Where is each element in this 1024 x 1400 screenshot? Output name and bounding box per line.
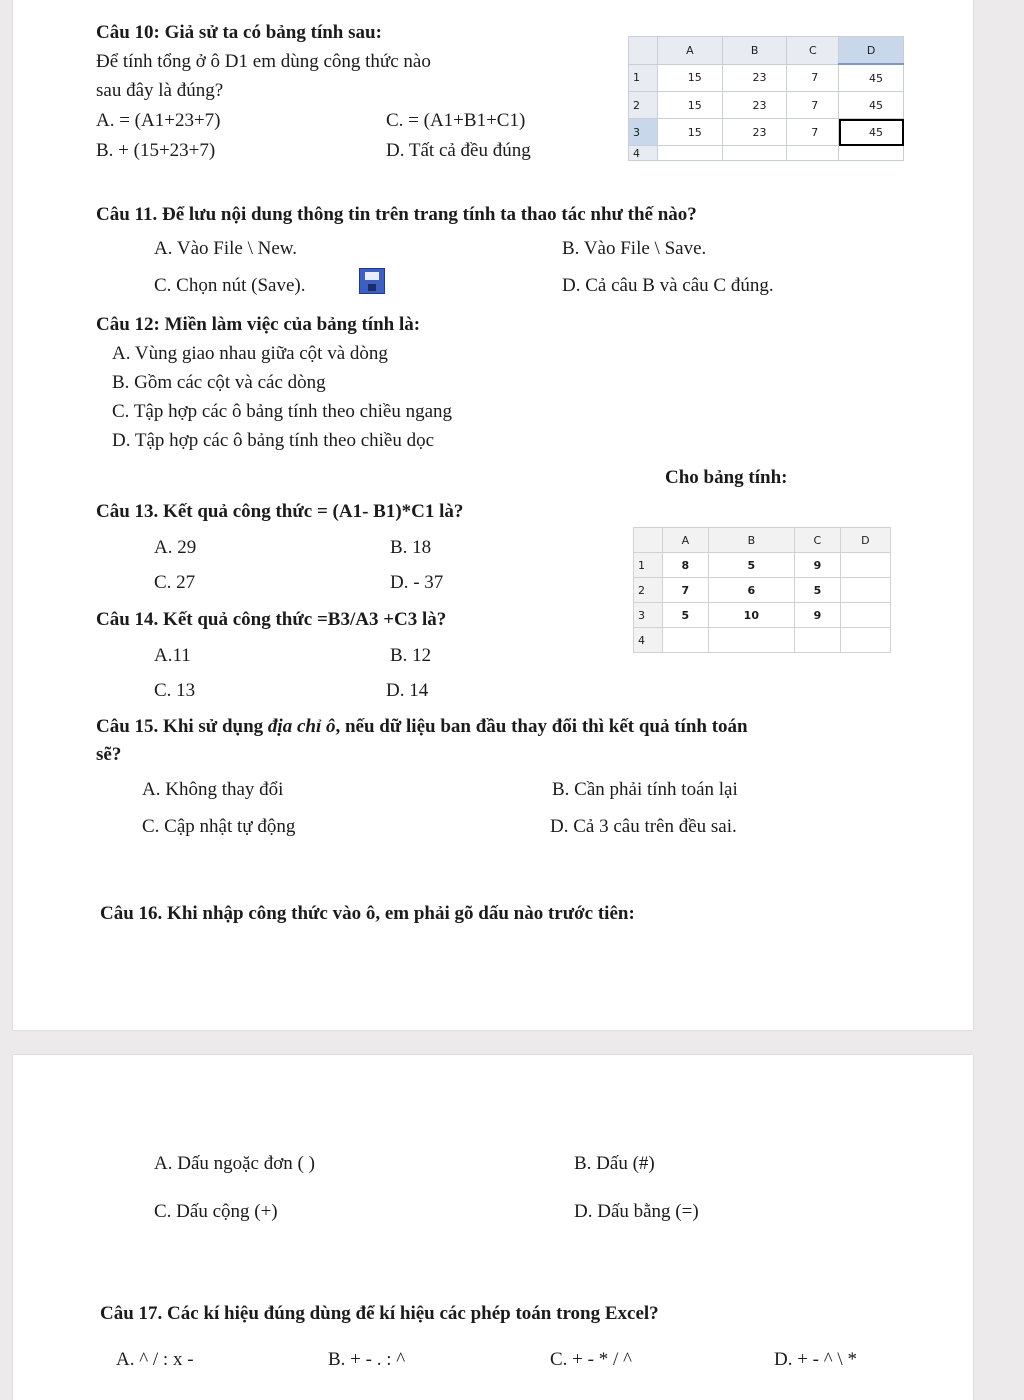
sheet2-cell	[794, 628, 840, 653]
question-15-option-d: D. Cả 3 câu trên đều sai.	[550, 816, 737, 837]
sheet2-cell	[840, 603, 890, 628]
sheet2-cell	[840, 628, 890, 653]
sheet1-cell: 7	[787, 119, 839, 146]
sheet2-cell: 5	[794, 578, 840, 603]
question-15-option-a: A. Không thay đổi	[142, 779, 284, 800]
sheet1-row	[629, 119, 904, 146]
question-14-option-c: C. 13	[154, 680, 196, 701]
question-16-option-c: C. Dấu cộng (+)	[154, 1201, 278, 1222]
question-16-option-d: D. Dấu bằng (=)	[574, 1201, 699, 1222]
sheet1-cell	[658, 146, 723, 161]
sheet1-cell: 45	[839, 92, 904, 119]
question-12-title: Câu 12: Miền làm việc của bảng tính là:	[96, 314, 421, 335]
question-15-title-line2: sẽ?	[96, 744, 122, 765]
sheet1-cell: 23	[722, 119, 787, 146]
sheet1-row	[629, 92, 904, 119]
question-13-option-c: C. 27	[154, 572, 196, 593]
sheet1-col-header: A	[658, 37, 723, 65]
question-15-option-b: B. Cần phải tính toán lại	[552, 779, 738, 800]
question-15-option-c: C. Cập nhật tự động	[142, 816, 296, 837]
question-12-option-d: D. Tập hợp các ô bảng tính theo chiều dọc	[112, 430, 435, 451]
sheet2-cell	[708, 628, 794, 653]
sheet2-row	[634, 578, 891, 603]
sheet1-cell: 15	[658, 64, 723, 92]
question-10-text-line2: sau đây là đúng?	[96, 80, 224, 101]
sheet1-cell: 15	[658, 92, 723, 119]
sheet1-cell: 23	[722, 64, 787, 92]
sheet1-row-header: 4	[629, 146, 658, 161]
save-icon	[359, 268, 385, 294]
sheet1-cell	[787, 146, 839, 161]
sheet2-cell	[663, 628, 709, 653]
question-16-option-a: A. Dấu ngoặc đơn ( )	[154, 1153, 315, 1174]
sheet2-cell: 9	[794, 553, 840, 578]
sheet1-row-header: 3	[629, 119, 658, 146]
sheet1-header-row	[629, 37, 904, 65]
question-10-title: Câu 10: Giả sử ta có bảng tính sau:	[96, 22, 382, 43]
question-17-title: Câu 17. Các kí hiệu đúng dùng để kí hiệu các phép toán trong Excel?	[100, 1303, 659, 1324]
question-15-title	[96, 716, 748, 738]
sheet1-cell	[839, 146, 904, 161]
sheet2-row-header: 2	[634, 578, 663, 603]
question-11-option-a: A. Vào File \ New.	[154, 238, 298, 259]
question-15-title-end: , nếu dữ liệu ban đầu thay đổi thì kết quả tính toán	[335, 716, 748, 737]
question-14-option-d: D. 14	[386, 680, 429, 701]
sheet2-col-header: C	[794, 528, 840, 553]
sheet2-row-header: 3	[634, 603, 663, 628]
sheet1-col-header: B	[722, 37, 787, 65]
question-13-option-a: A. 29	[154, 537, 197, 558]
question-16-title: Câu 16. Khi nhập công thức vào ô, em phải gõ dấu nào trước tiên:	[100, 903, 635, 924]
sheet2-cell	[840, 578, 890, 603]
sheet2-header-row	[634, 528, 891, 553]
question-10-option-b: B. + (15+23+7)	[96, 140, 216, 161]
sheet1-cell: 23	[722, 92, 787, 119]
question-13-title: Câu 13. Kết quả công thức = (A1- B1)*C1 là?	[96, 501, 464, 522]
question-11-option-d: D. Cả câu B và câu C đúng.	[562, 275, 774, 296]
sheet2-cell: 6	[708, 578, 794, 603]
question-17-option-a: A. ^ / : x -	[116, 1349, 194, 1370]
question-15-title-emphasis: địa chỉ ô	[267, 716, 336, 737]
document-page-2	[13, 1055, 973, 1400]
sheet2-col-header: A	[663, 528, 709, 553]
question-12-option-c: C. Tập hợp các ô bảng tính theo chiều ngang	[112, 401, 452, 422]
question-10-option-d: D. Tất cả đều đúng	[386, 140, 531, 161]
question-17-option-d: D. + - ^ \ *	[774, 1349, 857, 1370]
question-17-option-b: B. + - . : ^	[328, 1349, 406, 1370]
spreadsheet-table-2	[633, 527, 891, 653]
sheet1-row	[629, 146, 904, 161]
sheet1-corner	[629, 37, 658, 65]
sheet2-cell: 8	[663, 553, 709, 578]
sheet2-row	[634, 553, 891, 578]
document-page-1	[13, 0, 973, 1030]
question-17-option-c: C. + - * / ^	[550, 1349, 632, 1370]
question-15-title-start: Câu 15. Khi sử dụng	[96, 716, 268, 737]
sheet1-row-header: 1	[629, 64, 658, 92]
sheet1-row	[629, 64, 904, 92]
question-13-option-b: B. 18	[390, 537, 432, 558]
question-14-option-a: A.11	[154, 645, 191, 666]
question-10-text-line1: Để tính tổng ở ô D1 em dùng công thức nào	[96, 51, 431, 72]
question-12-option-a: A. Vùng giao nhau giữa cột và dòng	[112, 343, 388, 364]
sheet2-cell: 7	[663, 578, 709, 603]
sheet2-cell	[840, 553, 890, 578]
sheet2-cell: 5	[708, 553, 794, 578]
spreadsheet-table-1	[628, 36, 904, 161]
question-14-title: Câu 14. Kết quả công thức =B3/A3 +C3 là?	[96, 609, 447, 630]
sheet1-cell: 7	[787, 64, 839, 92]
sheet2-row-header: 4	[634, 628, 663, 653]
sheet1-col-header: D	[839, 37, 904, 65]
question-10-option-a: A. = (A1+23+7)	[96, 110, 221, 131]
sheet2-cell: 10	[708, 603, 794, 628]
sheet1-cell: 7	[787, 92, 839, 119]
sheet2-row	[634, 628, 891, 653]
question-11-option-c: C. Chọn nút (Save).	[154, 275, 306, 296]
sheet1-selected-cell: 45	[839, 119, 904, 146]
question-11-title: Câu 11. Để lưu nội dung thông tin trên trang tính ta thao tác như thế nào?	[96, 204, 697, 225]
sheet1-cell: 15	[658, 119, 723, 146]
question-14-option-b: B. 12	[390, 645, 432, 666]
sheet1-cell: 45	[839, 64, 904, 92]
question-10-option-c: C. = (A1+B1+C1)	[386, 110, 526, 131]
sheet2-cell: 9	[794, 603, 840, 628]
sheet2-col-header: D	[840, 528, 890, 553]
question-11-option-b: B. Vào File \ Save.	[562, 238, 707, 259]
sheet2-col-header: B	[708, 528, 794, 553]
question-16-option-b: B. Dấu (#)	[574, 1153, 655, 1174]
sheet2-row	[634, 603, 891, 628]
sheet2-caption: Cho bảng tính:	[665, 467, 788, 488]
question-12-option-b: B. Gồm các cột và các dòng	[112, 372, 326, 393]
sheet2-row-header: 1	[634, 553, 663, 578]
sheet2-corner	[634, 528, 663, 553]
question-13-option-d: D. - 37	[390, 572, 444, 593]
sheet1-col-header: C	[787, 37, 839, 65]
sheet1-cell	[722, 146, 787, 161]
sheet1-row-header: 2	[629, 92, 658, 119]
sheet2-cell: 5	[663, 603, 709, 628]
